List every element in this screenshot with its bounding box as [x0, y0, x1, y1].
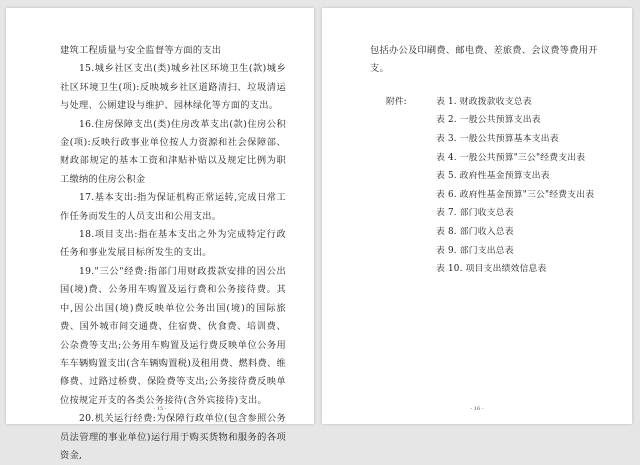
paragraph-item-15: 15.城乡社区支出(类)城乡社区环境卫生(款)城乡社区环境卫生(项):反映城乡社区道路清扫、垃圾清运与处理、公厕建设与维护、园林绿化等方面的支出。 [60, 63, 286, 112]
paragraph-item-16: 16.住房保障支出(类)住房改革支出(款)住房公积金(项):反映行政事业单位按人力资源和社会保障部、财政部规定的基本工资和津贴补贴以及规定比例为职工缴纳的住房公积金 [60, 118, 286, 185]
appendix-item: 表 9. 部门支出总表 [436, 245, 514, 256]
appendix-item: 表 3. 一般公共预算基本支出表 [436, 134, 559, 144]
appendix-block [352, 93, 602, 279]
page-number-right: - 16 - [470, 406, 484, 412]
right-page [322, 8, 632, 424]
appendix-item: 表 7. 部门收支总表 [436, 208, 514, 219]
appendix-item: 表 5. 政府性基金预算支出表 [436, 171, 550, 182]
page-number-left: - 15 - [153, 406, 167, 412]
paragraph-continuation: 建筑工程质量与安全监督等方面的支出 [60, 45, 222, 56]
appendix-item: 表 10. 项目支出绩效信息表 [436, 264, 547, 275]
paragraph-item-20: 20.机关运行经费:为保障行政单位(包含参照公务员法管理的事业单位)运行用于购买货物和服务的各项资金, [60, 413, 286, 461]
paragraph-item-17: 17.基本支出:指为保证机构正常运转,完成日常工作任务而发生的人员支出和公用支出。 [60, 192, 286, 222]
appendix-item: 表 6. 政府性基金预算"三公"经费支出表 [436, 189, 595, 200]
paragraph-item-19: 19."三公"经费:指部门用财政拨款安排的因公出国(境)费、公务用车购置及运行费和公务接待费。其中,因公出国(境)费反映单位公务出国(境)的国际旅费、国外城市间交通费、住宿费、伙食费、培训费、公杂费等支出;公务用车购置及运行费反映单位公务用车车辆购置支出(含车辆购置税)及租用费、燃料费、维修费、过路过桥费、保险费等支出;公务接待费反映单位按规定开支的各类公务接待(含外宾接待)支出。 [60, 265, 286, 406]
appendix-label: 附件: [386, 96, 407, 107]
paragraph-item-18: 18.项目支出:指在基本支出之外为完成特定行政任务和事业发展目标所发生的支出。 [60, 229, 286, 259]
appendix-item: 表 4. 一般公共预算"三公"经费支出表 [436, 152, 586, 163]
paragraph-continuation-right: 包括办公及印刷费、邮电费、差旅费、会议费等费用开支。 [370, 45, 598, 75]
appendix-list [352, 93, 602, 279]
appendix-item: 表 2. 一般公共预算支出表 [436, 115, 541, 126]
appendix-item: 表 1. 财政拨款收支总表 [436, 96, 532, 107]
left-page [6, 8, 314, 461]
appendix-item: 表 8. 部门收入总表 [436, 226, 514, 237]
